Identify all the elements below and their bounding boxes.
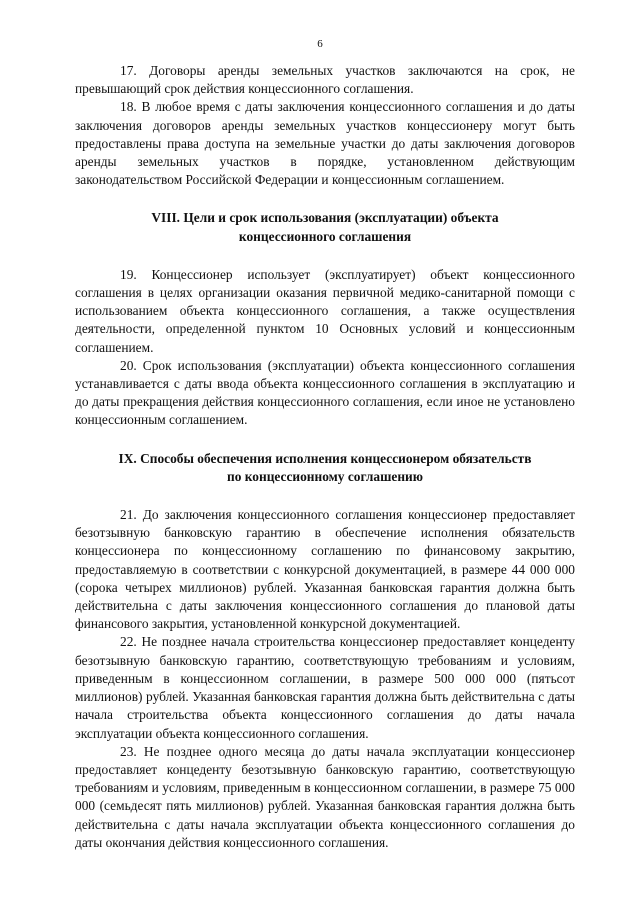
document-body: [75, 62, 575, 852]
section-heading-viii-line1: VIII. Цели и срок использования (эксплуатации) объекта: [151, 210, 499, 226]
paragraph-18: 18. В любое время с даты заключения концессионного соглашения и до даты заключения договоров аренды земельных участков концессионеру могут быть предоставлены права доступа на земельные участки до даты заключения договоров аренды земельных участков в порядке, установленном действующим законодательством Российской Федерации и концессионным соглашением.: [75, 99, 575, 188]
page-number: 6: [317, 38, 323, 50]
paragraph-23: 23. Не позднее одного месяца до даты начала эксплуатации концессионер предоставляет концеденту безотзывную банковскую гарантию, соответствующую требованиям и условиям, приведенным в концессионном соглашении, в размере 75 000 000 (семьдесят пять миллионов) рублей. Указанная банковская гарантия должна быть действительна с даты начала эксплуатации объекта концессионного соглашения до даты окончания действия концессионного соглашения.: [75, 743, 575, 850]
section-heading-ix-line1: IX. Способы обеспечения исполнения концессионером обязательств: [118, 450, 532, 466]
paragraph-21: 21. До заключения концессионного соглашения концессионер предоставляет безотзывную банковскую гарантию в обеспечение исполнения обязательств концессионера по концессионному соглашению по финансовому закрытию, предоставляемую в соответствии с конкурсной документацией, в размере 44 000 000 (сорока четырех миллионов) рублей. Указанная банковская гарантия должна быть действительна с даты заключения концессионного соглашения до плановой даты финансового закрытия, установленной конкурсной документацией.: [75, 507, 575, 632]
paragraph-22: 22. Не позднее начала строительства концессионер предоставляет концеденту безотзывную банковскую гарантию, соответствующую требованиям и условиям, приведенным в концессионном соглашении, в размере 500 000 000 (пятьсот миллионов) рублей. Указанная банковская гарантия должна быть действительна с даты начала строительства объекта концессионного соглашения до даты начала эксплуатации объекта концессионного соглашения.: [75, 634, 575, 741]
paragraph-17: 17. Договоры аренды земельных участков заключаются на срок, не превышающий срок действия концессионного соглашения.: [75, 63, 575, 97]
section-heading-viii-line2: концессионного соглашения: [238, 228, 412, 244]
paragraph-20: 20. Срок использования (эксплуатации) объекта концессионного соглашения устанавливается с даты ввода объекта концессионного соглашения в эксплуатацию и до даты прекращения действия концессионного соглашения, если иное не установлено концессионным соглашением.: [75, 357, 575, 428]
section-heading-viii: [75, 209, 575, 245]
paragraph-19: 19. Концессионер использует (эксплуатирует) объект концессионного соглашения в целях организации оказания первичной медико-санитарной помощи с использованием объекта концессионного соглашения, а также осуществления деятельности, определенной пунктом 10 Основных условий и концессионным соглашением.: [75, 266, 575, 355]
section-heading-ix-line2: по концессионному соглашению: [226, 468, 424, 484]
section-heading-ix: [75, 450, 575, 486]
